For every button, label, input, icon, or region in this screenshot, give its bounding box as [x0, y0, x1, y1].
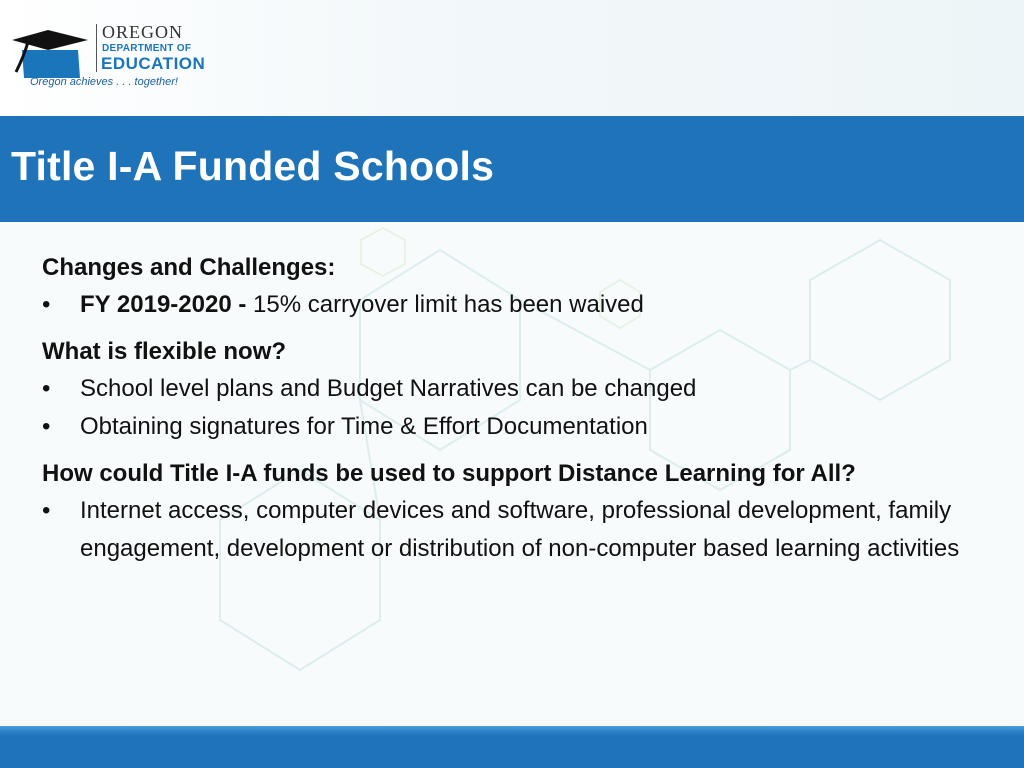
section-what-is-flexible	[42, 334, 1002, 446]
logo-tagline: Oregon achieves . . . together!	[30, 76, 178, 88]
bullet-bold-prefix: FY 2019-2020 -	[80, 291, 254, 318]
bullet-text: Internet access, computer devices and software, professional development, family engagement, development or distribution of non-computer based learning activities	[80, 497, 960, 562]
oregon-doe-logo	[8, 22, 206, 94]
section-heading: How could Title I-A funds be used to support Distance Learning for All?	[42, 460, 856, 487]
bullet-text: Obtaining signatures for Time & Effort Documentation	[80, 413, 648, 440]
bullet-text: 15% carryover limit has been waived	[253, 291, 644, 318]
bullet-glyph: •	[42, 497, 51, 524]
section-heading: Changes and Challenges:	[42, 254, 336, 281]
logo-org-name: OREGON	[102, 22, 183, 42]
logo-education-line: EDUCATION	[101, 54, 206, 73]
bullet-text: School level plans and Budget Narratives can be changed	[80, 375, 697, 402]
footer-bar	[0, 726, 1024, 768]
logo-department-line: DEPARTMENT OF	[102, 43, 192, 54]
bullet-item	[42, 408, 1002, 446]
slide-content	[42, 250, 1002, 578]
bullet-item	[42, 286, 1002, 324]
logo-divider	[96, 24, 97, 72]
section-distance-learning	[42, 456, 1002, 568]
section-changes-and-challenges	[42, 250, 1002, 324]
bullet-item	[42, 492, 1002, 568]
bullet-glyph: •	[42, 375, 51, 402]
oregon-graduation-cap-icon	[8, 28, 96, 80]
bullet-item	[42, 370, 1002, 408]
slide-title: Title I-A Funded Schools	[11, 143, 495, 189]
bullet-glyph: •	[42, 291, 51, 318]
bullet-glyph: •	[42, 413, 51, 440]
section-heading: What is flexible now?	[42, 338, 287, 365]
header-area	[0, 0, 1024, 116]
